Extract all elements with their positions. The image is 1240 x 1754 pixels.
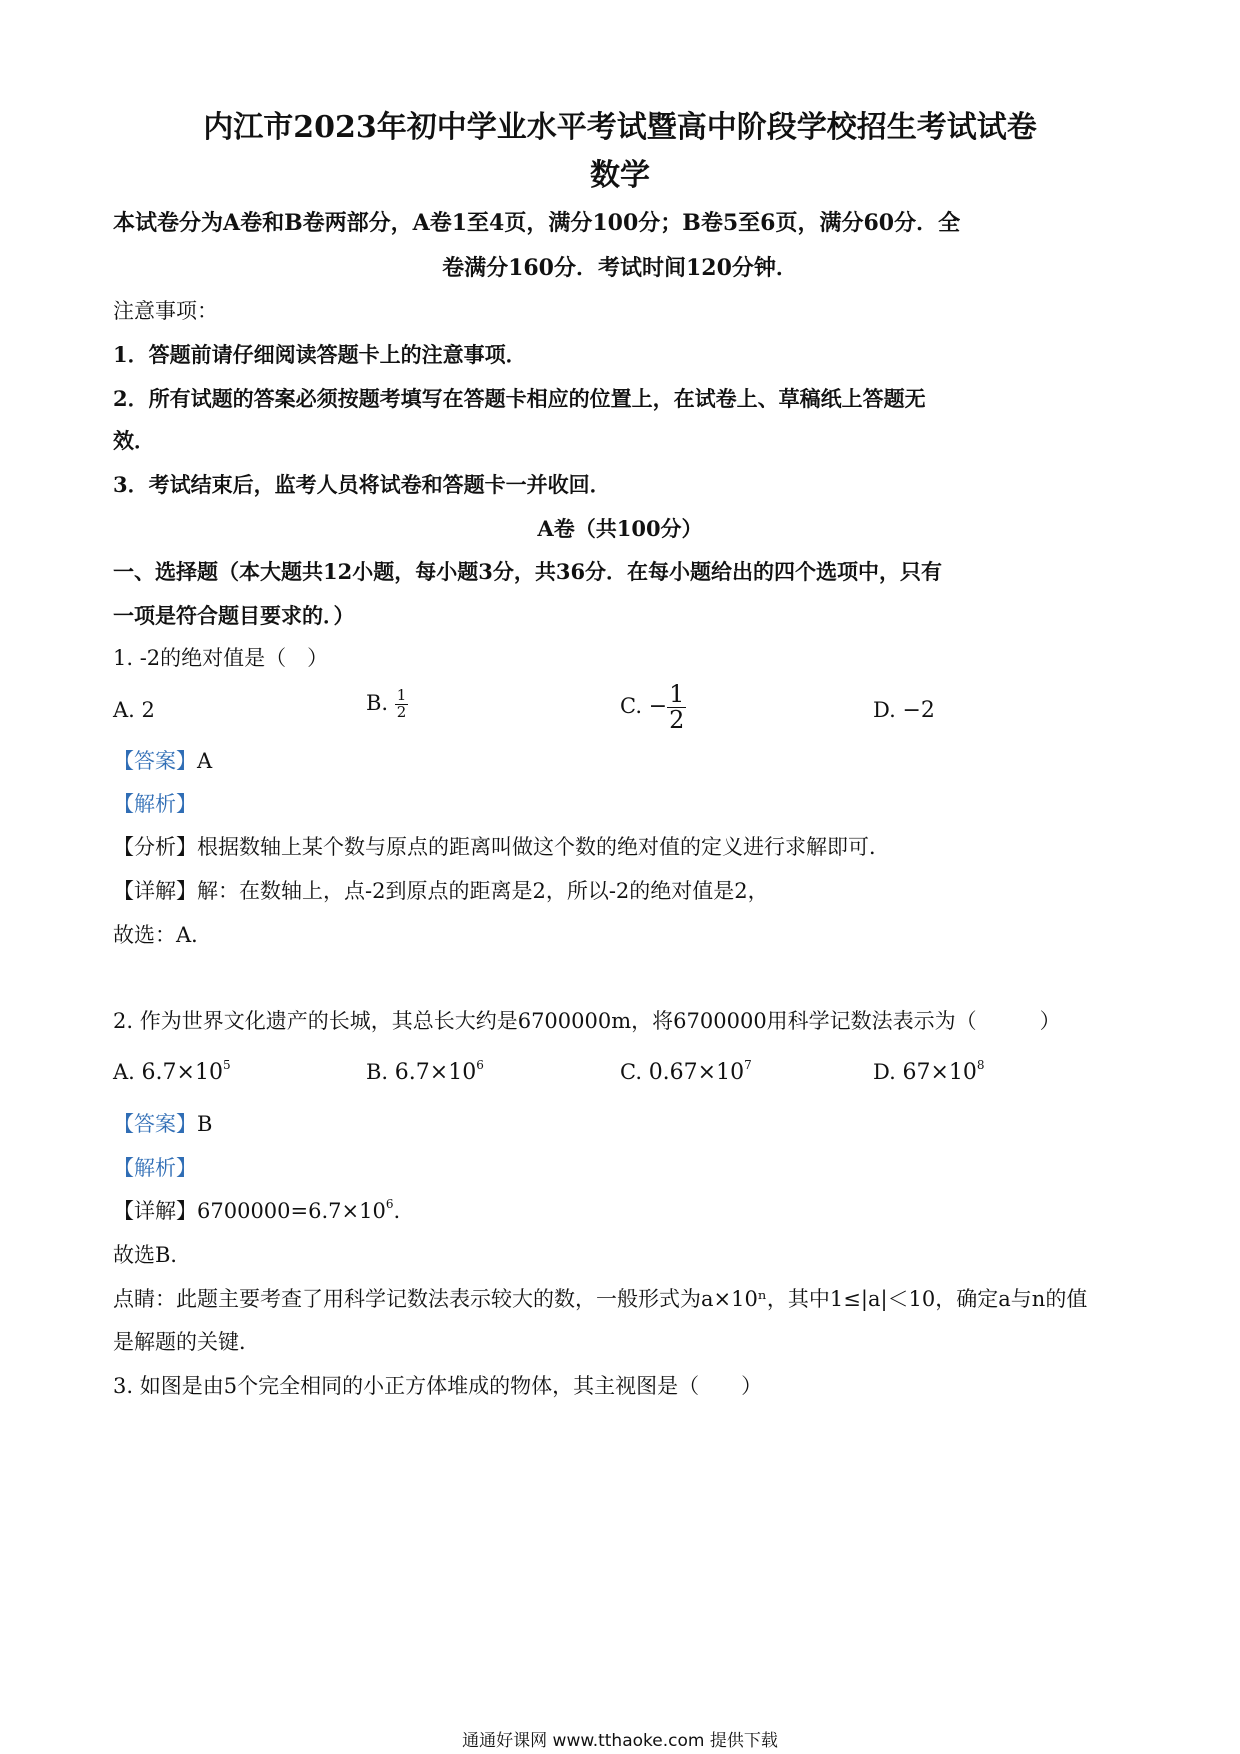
q2-option-d-value bbox=[902, 1060, 984, 1085]
exponent: 8 bbox=[976, 1058, 985, 1072]
q1-analysis: 【分析】根据数轴上某个数与原点的距离叫做这个数的绝对值的定义进行求解即可． bbox=[113, 835, 890, 859]
exponent: 6 bbox=[385, 1197, 394, 1211]
exponent: 7 bbox=[744, 1058, 752, 1072]
q2-option-c bbox=[620, 1057, 752, 1088]
q1-option-d-value: −2 bbox=[902, 698, 935, 723]
q2-option-c-value bbox=[649, 1060, 752, 1085]
notice-item-2: 2．所有试题的答案必须按题考填写在答题卡相应的位置上，在试卷上、草稿纸上答题无 bbox=[113, 386, 926, 411]
question-3-stem: 3. 如图是由5个完全相同的小正方体堆成的物体，其主视图是（ ） bbox=[113, 1374, 763, 1398]
detail-period: . bbox=[393, 1199, 401, 1223]
q1-option-c-fraction bbox=[667, 682, 686, 733]
expression-base: 67×10 bbox=[902, 1060, 977, 1085]
q2-option-d-label: D. bbox=[873, 1060, 896, 1084]
detail-text: 【详解】6700000=6.7×10 bbox=[113, 1199, 386, 1223]
q1-option-d-label: D. bbox=[873, 698, 896, 722]
q1-option-d bbox=[873, 695, 935, 726]
q2-option-b bbox=[366, 1057, 484, 1088]
section-a-heading: A卷（共100分） bbox=[537, 516, 703, 541]
q2-conclusion: 故选B． bbox=[113, 1243, 192, 1267]
q1-option-c bbox=[620, 682, 686, 733]
q1-option-b-fraction bbox=[395, 688, 409, 721]
q2-analysis-tag: 【解析】 bbox=[113, 1156, 197, 1180]
exponent: 5 bbox=[222, 1058, 231, 1072]
exam-title: 内江市2023年初中学业水平考试暨高中阶段学校招生考试试卷 bbox=[203, 110, 1037, 145]
subject-title: 数学 bbox=[590, 158, 650, 193]
q2-option-d bbox=[873, 1057, 985, 1088]
q1-option-b bbox=[366, 688, 408, 721]
exponent: 6 bbox=[476, 1058, 484, 1072]
q1-option-a bbox=[113, 695, 155, 725]
intro-line-2: 卷满分160分．考试时间120分钟． bbox=[442, 255, 798, 281]
question-2-stem: 2. 作为世界文化遗产的长城，其总长大约是6700000m，将6700000用科学记数法表示为（ ） bbox=[113, 1009, 1061, 1033]
q2-option-b-label: B. bbox=[366, 1060, 389, 1084]
page-footer: 通通好课网 www.tthaoke.com 提供下载 bbox=[462, 1731, 778, 1751]
fraction-numerator: 1 bbox=[669, 680, 685, 708]
expression-base: 0.67×10 bbox=[648, 1060, 745, 1085]
q1-conclusion: 故选：A． bbox=[113, 923, 213, 947]
q2-answer bbox=[113, 1109, 212, 1139]
q1-option-b-label: B. bbox=[366, 691, 389, 715]
answer-value: B bbox=[197, 1112, 213, 1136]
notice-item-3: 3．考试结束后，监考人员将试卷和答题卡一并收回． bbox=[113, 472, 611, 497]
q2-detail bbox=[113, 1196, 400, 1226]
expression-base: 6.7×10 bbox=[394, 1060, 477, 1085]
fraction-denominator: 2 bbox=[396, 703, 407, 721]
q1-detail: 【详解】解：在数轴上，点-2到原点的距离是2，所以-2的绝对值是2， bbox=[113, 879, 769, 903]
part-1-heading-cont: 一项是符合题目要求的．） bbox=[113, 603, 355, 628]
q1-analysis-tag: 【解析】 bbox=[113, 792, 197, 816]
answer-tag: 【答案】 bbox=[113, 1112, 197, 1136]
q2-option-b-value bbox=[395, 1060, 484, 1085]
answer-tag: 【答案】 bbox=[113, 749, 197, 773]
q2-option-a bbox=[113, 1057, 231, 1088]
part-1-heading: 一、选择题（本大题共12小题，每小题3分，共36分．在每小题给出的四个选项中，只有 bbox=[113, 559, 943, 584]
expression-base: 6.7×10 bbox=[141, 1060, 223, 1085]
q1-option-a-label: A. 2 bbox=[113, 698, 155, 722]
intro-line-1: 本试卷分为A卷和B卷两部分，A卷1至4页，满分100分；B卷5至6页，满分60分．全 bbox=[113, 210, 961, 236]
minus-sign: − bbox=[648, 694, 668, 720]
q2-option-a-label: A. bbox=[113, 1060, 135, 1084]
fraction-denominator: 2 bbox=[669, 706, 685, 735]
question-1-stem: 1. -2的绝对值是（ ） bbox=[113, 646, 329, 670]
q2-key-point: 点睛：此题主要考查了用科学记数法表示较大的数，一般形式为a×10ⁿ，其中1≤|a|＜10，确定a与n的值 bbox=[113, 1287, 1088, 1311]
q1-answer bbox=[113, 746, 212, 776]
q2-option-c-label: C. bbox=[620, 1060, 642, 1084]
notice-item-2-cont: 效． bbox=[113, 428, 155, 453]
q2-key-point-cont: 是解题的关键． bbox=[113, 1330, 260, 1354]
q2-option-a-value bbox=[142, 1060, 231, 1085]
notice-heading: 注意事项： bbox=[113, 299, 218, 323]
fraction-numerator: 1 bbox=[396, 686, 407, 705]
q1-option-c-label: C. bbox=[620, 694, 642, 719]
answer-value: A bbox=[197, 749, 213, 773]
notice-item-1: 1．答题前请仔细阅读答题卡上的注意事项． bbox=[113, 342, 527, 367]
